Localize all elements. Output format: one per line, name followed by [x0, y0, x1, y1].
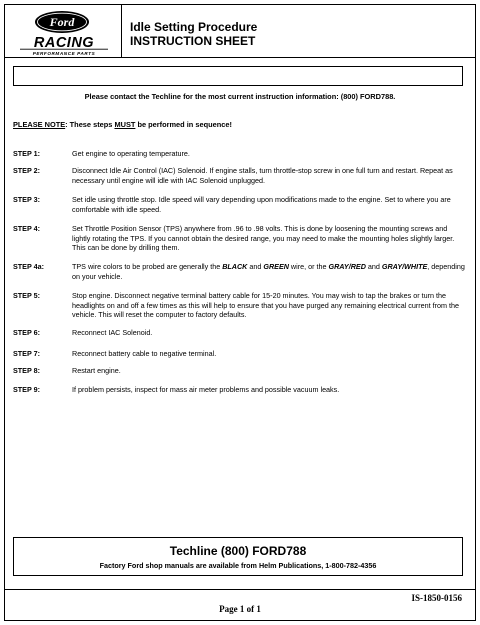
- racing-logo-subtext: PERFORMANCE PARTS: [32, 51, 96, 56]
- step-text: Restart engine.: [72, 366, 121, 375]
- wire-color-gray-red: GRAY/RED: [328, 262, 366, 271]
- step-label: STEP 3:: [13, 195, 41, 204]
- step-label: STEP 8:: [13, 366, 41, 375]
- step-text: Reconnect battery cable to negative terminal.: [72, 349, 217, 358]
- step-text: Get engine to operating temperature.: [72, 149, 190, 158]
- ford-logo: [34, 10, 90, 34]
- step-label: STEP 6:: [13, 328, 41, 337]
- step-text: [72, 262, 467, 281]
- step-text: Disconnect Idle Air Control (IAC) Solenoid. If engine stalls, turn throttle-stop screw in one full turn and restart. Repeat as necessary until engine will idle with IAC Solenoid unplugged.: [72, 166, 453, 185]
- wire-color-green: GREEN: [263, 262, 289, 271]
- contact-notice: Please contact the Techline for the most current instruction information: (800) FORD788.: [84, 92, 396, 101]
- step-label: STEP 5:: [13, 291, 41, 300]
- step-label: STEP 1:: [13, 149, 41, 158]
- header: [4, 4, 476, 58]
- techline-box: [13, 537, 463, 576]
- title-block: [130, 20, 257, 48]
- step-label: STEP 9:: [13, 385, 41, 394]
- step-text: Reconnect IAC Solenoid.: [72, 328, 153, 337]
- note-prefix: PLEASE NOTE: [13, 120, 66, 129]
- step-label: STEP 7:: [13, 349, 41, 358]
- logo-cell: [4, 4, 122, 57]
- note-suffix: be performed in sequence!: [135, 120, 232, 129]
- step-text-part: TPS wire colors to be probed are generally the: [72, 262, 223, 271]
- document-subtitle: INSTRUCTION SHEET: [130, 34, 256, 48]
- step-text-part: , depending on your vehicle.: [72, 262, 465, 281]
- step-text: Stop engine. Disconnect negative terminal battery cable for 15-20 minutes. You may wish to tap the brakes or turn the headlights on and off a few times as this will help to ensure that you have purged any remaining electrical current from the vehicle. This will reset the computer to factory defaults.: [72, 291, 460, 320]
- wire-color-gray-white: GRAY/WHITE: [381, 262, 428, 271]
- step-label: STEP 2:: [13, 166, 41, 175]
- footer-divider: [4, 589, 476, 590]
- techline-subtitle: Factory Ford shop manuals are available from Helm Publications, 1-800-782-4356: [99, 561, 377, 570]
- sequence-note: [13, 120, 232, 129]
- wire-color-black: BLACK: [222, 262, 248, 271]
- document-title: Idle Setting Procedure: [130, 20, 258, 34]
- ford-logo-text: Ford: [49, 15, 75, 30]
- step-label: STEP 4:: [13, 224, 41, 233]
- step-text-part: and: [365, 262, 382, 271]
- step-text: Set Throttle Position Sensor (TPS) anywhere from .96 to .98 volts. This is done by loosening the mounting screws and lightly rotating the TPS. If you cannot obtain the desired range, you may need to make the mounting holes slightly larger. This can be done by drilling them.: [72, 224, 455, 253]
- step-text: Set idle using throttle stop. Idle speed will vary depending upon modifications made to the engine. Set to where you are comfortable with idle speed.: [72, 195, 451, 214]
- step-label: STEP 4a:: [13, 262, 45, 271]
- step-text-part: and: [247, 262, 264, 271]
- blank-notice-box: [13, 66, 463, 86]
- note-middle: : These steps: [65, 120, 115, 129]
- techline-title: Techline (800) FORD788: [169, 544, 307, 558]
- page-number: Page 1 of 1: [219, 604, 261, 614]
- step-text: If problem persists, inspect for mass air meter problems and possible vacuum leaks.: [72, 385, 340, 394]
- racing-logo-text: RACING: [33, 35, 95, 51]
- note-emphasis: MUST: [114, 120, 136, 129]
- step-text-part: wire, or the: [288, 262, 329, 271]
- document-id: IS-1850-0156: [411, 593, 462, 603]
- racing-logo: [14, 34, 114, 56]
